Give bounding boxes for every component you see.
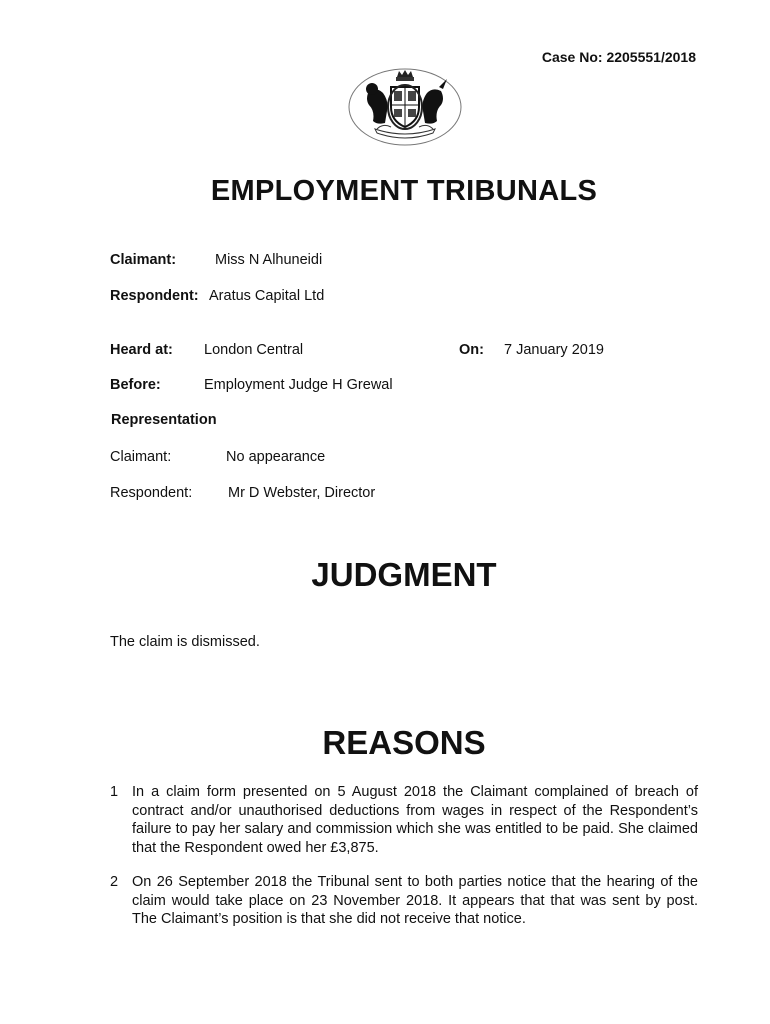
judgment-text: The claim is dismissed.: [110, 634, 260, 650]
reason-paragraph-2: [110, 873, 698, 929]
judgment-heading: JUDGMENT: [311, 556, 497, 593]
representation-heading: Representation: [111, 412, 217, 428]
heard-at-label: Heard at:: [110, 342, 173, 358]
reason-paragraph-1: [110, 783, 698, 857]
respondent-name: Aratus Capital Ltd: [209, 288, 325, 304]
respondent-label: Respondent:: [110, 288, 199, 304]
heard-at-value: London Central: [204, 342, 304, 358]
rep-respondent-value: Mr D Webster, Director: [228, 485, 376, 501]
paragraph-text: In a claim form presented on 5 August 2018 the Claimant complained of breach of contract and/or unauthorised deductions from wages in respect of the Respondent’s failure to pay her salary and commission which she was entitled to be paid. She claimed that the Respondent owed her £3,875.: [132, 784, 698, 856]
hearing-date-value: 7 January 2019: [504, 342, 604, 358]
before-label: Before:: [110, 377, 161, 393]
case-number-label: Case No:: [541, 49, 603, 65]
hearing-date-label: On:: [459, 342, 484, 358]
claimant-label: Claimant:: [110, 252, 177, 268]
paragraph-number: 1: [110, 784, 119, 800]
case-number: [542, 49, 696, 65]
case-number-value: 2205551/2018: [606, 49, 696, 65]
rep-claimant-value: No appearance: [226, 449, 326, 465]
rep-claimant-label: Claimant:: [110, 449, 172, 465]
paragraph-number: 2: [110, 874, 119, 890]
paragraph-text: On 26 September 2018 the Tribunal sent to both parties notice that the hearing of the claim would take place on 23 November 2018. It appears that that was sent by post. The Claimant’s position is that she did not receive that notice.: [132, 874, 698, 927]
reasons-heading: REASONS: [322, 724, 486, 761]
rep-respondent-label: Respondent:: [110, 485, 193, 501]
royal-crest-icon: [347, 67, 463, 147]
document-title: EMPLOYMENT TRIBUNALS: [210, 175, 598, 207]
claimant-name: Miss N Alhuneidi: [215, 252, 323, 268]
judge-name: Employment Judge H Grewal: [204, 377, 393, 393]
